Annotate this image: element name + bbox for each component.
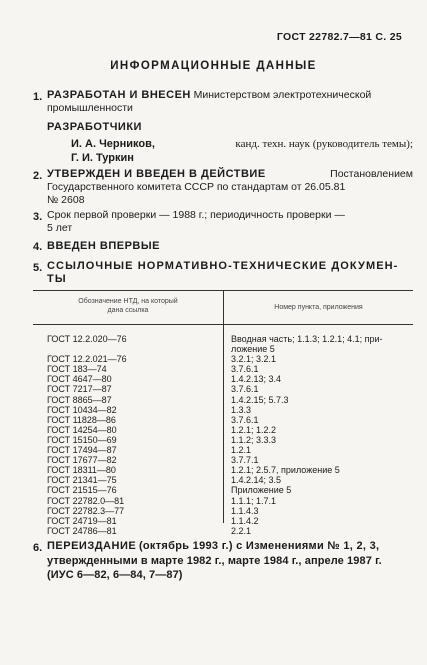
table-cell-left: ГОСТ 24786—81	[47, 525, 117, 536]
table-cell-right: Приложение 5	[231, 485, 292, 496]
table-cell-left: ГОСТ 24719—81	[47, 515, 117, 526]
table-cell-right: 1.1.4.3	[231, 505, 259, 516]
table-cell-left	[47, 344, 127, 354]
section-5-heading-line-1: ССЫЛОЧНЫЕ НОРМАТИВНО-ТЕХНИЧЕСКИЕ ДОКУМЕН-	[47, 260, 399, 272]
section-2-line-2: Государственного комитета СССР по стандартам от 26.05.81	[47, 181, 346, 193]
table-cell-right: 3.7.6.1	[231, 384, 259, 395]
table-cell-left: ГОСТ 4647—80	[47, 374, 112, 385]
section-1-number: 1.	[33, 91, 43, 103]
section-2-line-1	[47, 168, 413, 181]
table-cell-right: 2.2.1	[231, 525, 252, 536]
section-2-line-3: № 2608	[47, 194, 85, 206]
section-3-number: 3.	[33, 211, 43, 223]
section-2-number: 2.	[33, 170, 43, 182]
section-5-heading-line-2: ТЫ	[47, 273, 67, 285]
table-col1-header: Обозначение НТД, на который дана ссылка	[78, 298, 178, 314]
table-cell-left: ГОСТ 22782.0—81	[47, 495, 125, 506]
table-cell-left: ГОСТ 12.2.020—76	[47, 334, 127, 344]
table-cell-right: 1.1.1; 1.7.1	[231, 495, 277, 506]
table-cell-right: 1.2.1	[231, 445, 252, 456]
table-cell-left: ГОСТ 21341—75	[47, 475, 117, 486]
table-cell-right: ложение 5	[231, 344, 275, 355]
table-cell-left: ГОСТ 18311—80	[47, 465, 116, 476]
table-cell-right: 1.4.2.13; 3.4	[231, 374, 282, 385]
table-cell-left: ГОСТ 10434—82	[47, 404, 117, 415]
table-cell-right: Вводная часть; 1.1.3; 1.2.1; 4.1; при-	[231, 334, 383, 344]
developer-1-name: И. А. Черников,	[71, 138, 155, 150]
section-1-text: Министерством электротехнической	[193, 89, 372, 101]
table-cell-left: ГОСТ 22782.3—77	[47, 505, 125, 516]
table-cell-left: ГОСТ 7217—87	[47, 384, 112, 395]
section-1-line-2: промышленности	[47, 102, 133, 114]
section-5-number: 5.	[33, 262, 43, 274]
section-1-line-1	[47, 89, 371, 102]
table-cell-right: 3.7.6.1	[231, 364, 259, 375]
page-header: ГОСТ 22782.7—81 С. 25	[276, 31, 402, 43]
page-title: ИНФОРМАЦИОННЫЕ ДАННЫЕ	[110, 60, 317, 72]
table-cell-right: 1.4.2.14; 3.5	[231, 475, 282, 486]
section-6-heading: ПЕРЕИЗДАНИЕ	[47, 540, 137, 552]
table-cell-right: 3.2.1; 3.2.1	[231, 354, 277, 365]
table-cell-left: ГОСТ 21515—76	[47, 485, 117, 496]
section-1-heading: РАЗРАБОТАН И ВНЕСЕН	[47, 89, 191, 101]
section-4-heading: ВВЕДЕН ВПЕРВЫЕ	[47, 240, 160, 252]
section-4-number: 4.	[33, 241, 43, 253]
table-cell-left: ГОСТ 8865—87	[47, 394, 112, 405]
table-header-rule	[33, 324, 413, 325]
section-3-line-2: 5 лет	[47, 222, 73, 234]
table-cell-right: 3.7.7.1	[231, 455, 259, 466]
table-cell-right: 3.7.6.1	[231, 414, 259, 425]
table-cell-right: 1.4.2.15; 5.7.3	[231, 394, 289, 405]
table-cell-left: ГОСТ 11828—86	[47, 414, 116, 425]
section-6-line-3: (ИУС 6—82, 6—84, 7—87)	[47, 569, 183, 581]
table-cell-right: 1.2.1; 2.5.7, приложение 5	[231, 465, 340, 476]
section-6-number: 6.	[33, 542, 43, 554]
developers-heading: РАЗРАБОТЧИКИ	[47, 121, 142, 133]
table-cell-left: ГОСТ 183—74	[47, 364, 107, 375]
section-2-text: Постановлением	[330, 168, 413, 180]
table-col2-header: Номер пункта, приложения	[274, 304, 363, 311]
section-6-text: (октябрь 1993 г.) с Изменениями № 1, 2, 3,	[138, 540, 380, 552]
developer-1	[71, 138, 413, 151]
table-cell-left: ГОСТ 17494—87	[47, 445, 117, 456]
section-6-line-2: утвержденными в марте 1982 г., марте 1984 г., апреле 1987 г.	[47, 555, 382, 567]
section-2-heading: УТВЕРЖДЕН И ВВЕДЕН В ДЕЙСТВИЕ	[47, 168, 266, 180]
section-3-line-1: Срок первой проверки — 1988 г.; периодичность проверки —	[47, 209, 345, 221]
developer-1-title: канд. техн. наук (руководитель темы);	[235, 138, 413, 150]
table-cell-left: ГОСТ 15150—69	[47, 434, 117, 445]
table-right-column	[231, 334, 383, 536]
table-cell-left: ГОСТ 14254—80	[47, 424, 117, 435]
table-cell-left: ГОСТ 17677—82	[47, 455, 117, 466]
developer-2-name: Г. И. Туркин	[71, 152, 134, 164]
table-cell-right: 1.1.2; 3.3.3	[231, 434, 277, 445]
table-cell-right: 1.1.4.2	[231, 515, 259, 526]
section-6-line-1	[47, 540, 413, 553]
table-cell-left: ГОСТ 12.2.021—76	[47, 354, 127, 365]
table-cell-right: 1.3.3	[231, 404, 252, 415]
table-cell-right: 1.2.1; 1.2.2	[231, 424, 277, 435]
table-left-column	[47, 334, 127, 536]
